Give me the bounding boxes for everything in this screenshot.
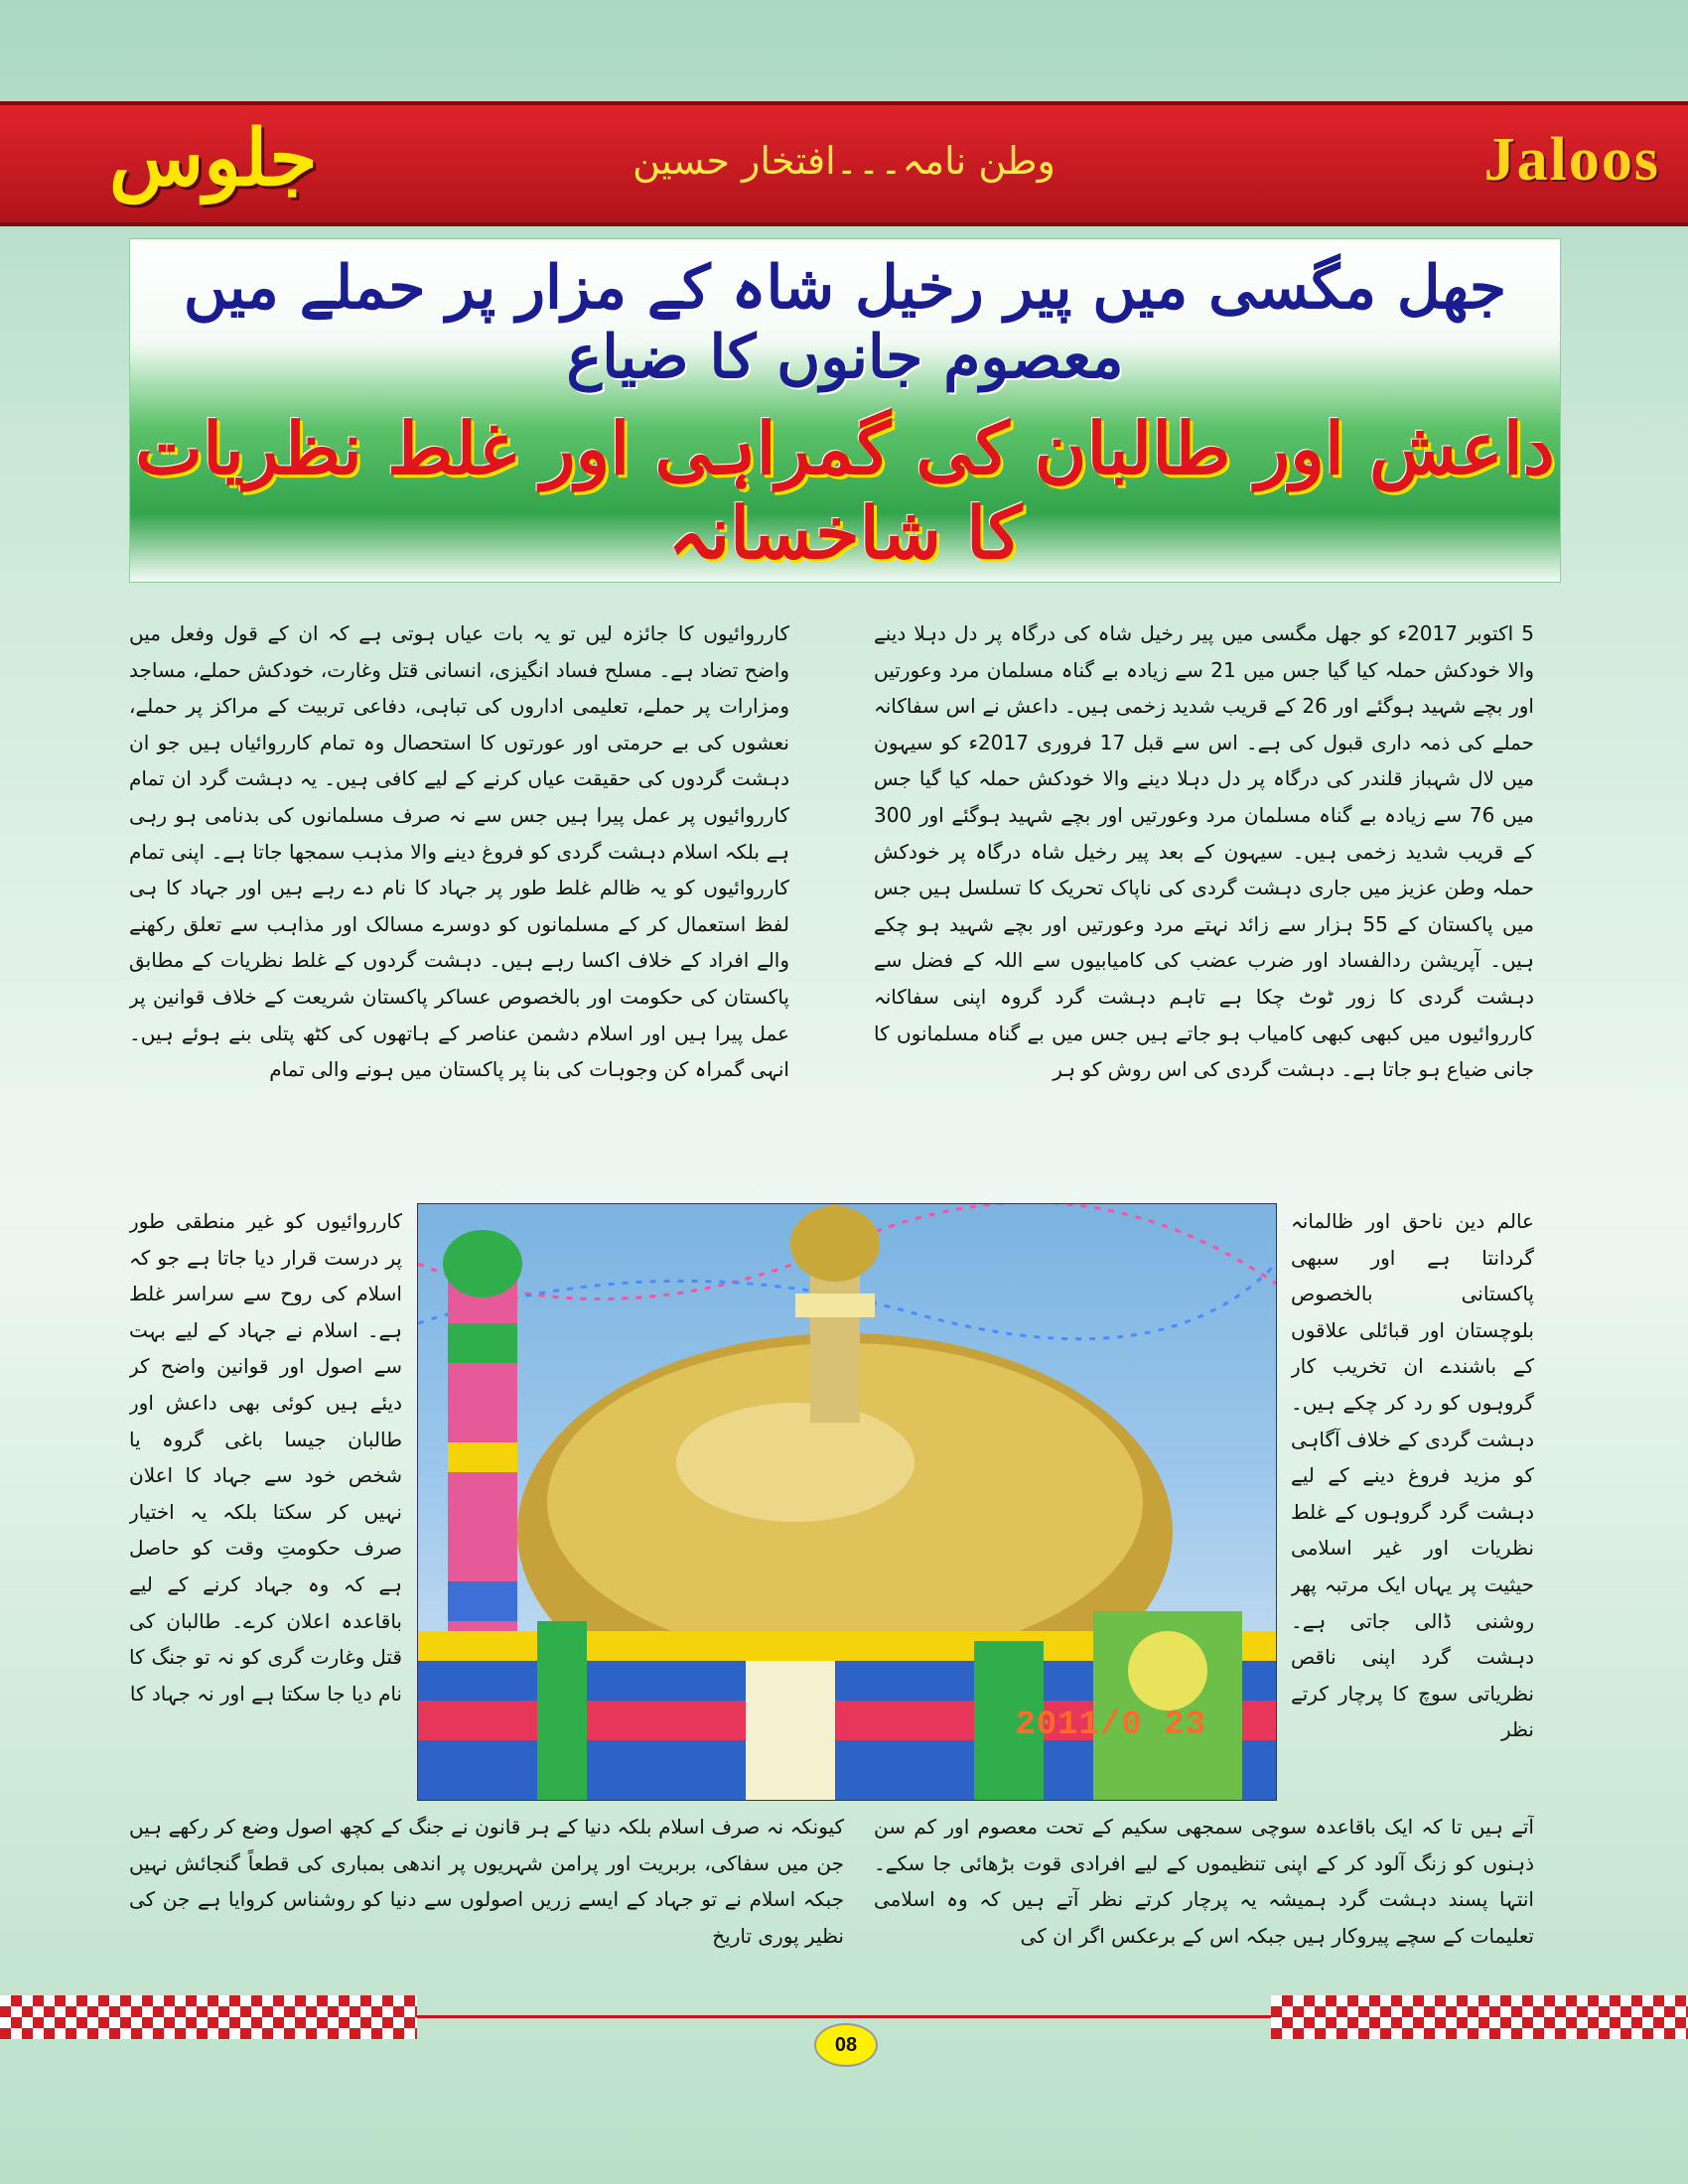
article-paragraph: 5 اکتوبر 2017ء کو جھل مگسی میں پیر رخیل شاہ کی درگاہ پر دل دہلا دینے والا خودکش حملہ کیا گیا جس میں 21 سے زیادہ بے گناہ مسلمان مرد وعورتیں اور بچے شہید ہوگئے اور 26 کے قریب شدید زخمی ہیں۔ داعش نے اس سفاکانہ حملے کی ذمہ داری قبول کی ہے۔ اس سے قبل 17 فروری 2017ء کو سیہون میں لال شہباز قلندر کی درگاہ پر دل دہلا دینے والا خودکش حملہ کیا گیا جس میں 76 سے زیادہ بے گناہ مسلمان مرد وعورتیں اور بچے شہید ہوگئے اور 300 کے قریب شدید زخمی ہیں۔ سیہون کے بعد پیر رخیل شاہ درگاہ پر خودکش حملہ وطن عزیز میں جاری دہشت گردی کی ناپاک تحریک کا تسلسل ہیں جس میں پاکستان کے 55 ہزار سے زائد نہتے مرد وعورتیں اور بچے شہید ہو چکے ہیں۔ آپریشن ردالفساد اور ضرب عضب کی کامیابیوں سے اللہ کے فضل سے دہشت گردی کا زور ٹوٹ چکا ہے تاہم دہشت گرد گروہ اپنی سفاکانہ کارروائیوں میں کبھی کبھی کامیاب ہو جاتے ہیں جس میں بے گناہ مسلمانوں کا جانی ضیاع ہو جاتا ہے۔ دہشت گردی کی اس روش کو ہر [874, 621, 1534, 1082]
article-column-left-narrow [129, 1203, 402, 1804]
brand-logo-english: Jaloos [1483, 126, 1660, 194]
brand-logo-urdu: جلوس [109, 113, 318, 204]
article-paragraph: آتے ہیں تا کہ ایک باقاعدہ سوچی سمجھی سکیم کے تحت معصوم اور کم سن ذہنوں کو زنگ آلود کر کے اپنی تنظیموں کے لیے افرادی قوت بڑھائی جا سکے۔ انتہا پسند دہشت گرد ہمیشہ یہ پرچار کرتے نظر آتے ہیں کہ وہ اسلامی تعلیمات کے سچے پیروکار ہیں جبکہ اس کے برعکس اگر ان کی [874, 1815, 1534, 1948]
column-name: وطن نامہ۔۔۔افتخار حسین [633, 139, 1055, 183]
article-column-left-top [129, 615, 789, 1196]
article-paragraph: کیونکہ نہ صرف اسلام بلکہ دنیا کے ہر قانون نے جنگ کے کچھ اصول وضع کر رکھے ہیں جن میں سفاکی، بربریت اور پرامن شہریوں پر اندھی بمباری کی قطعاً گنجائش نہیں جبکہ اسلام نے تو جہاد کے ایسے زریں اصولوں سے دنیا کو روشناس کروایا ہے جن کی نظیر پوری تاریخ [129, 1815, 844, 1948]
footer-divider [417, 2015, 1271, 2018]
masthead-band [0, 101, 1688, 226]
shrine-photo [417, 1203, 1277, 1801]
article-paragraph: کارروائیوں کا جائزہ لیں تو یہ بات عیاں ہوتی ہے کہ ان کے قول وفعل میں واضح تضاد ہے۔ مسلح فساد انگیزی، انسانی قتل وغارت، خودکش حملے، مساجد ومزارات پر حملے، تعلیمی اداروں کی تباہی، دفاعی تربیت کے مراکز پر حملے، نعشوں کی بے حرمتی اور عورتوں کا استحصال وہ تمام کارروائیاں ہیں جو ان دہشت گردوں کی حقیقت عیاں کرنے کے لیے کافی ہیں۔ یہ دہشت گرد ان تمام کارروائیوں پر عمل پیرا ہیں جس سے نہ صرف مسلمانوں کی بدنامی ہو رہی ہے بلکہ اسلام دہشت گردی کو فروغ دینے والا مذہب سمجھا جاتا ہے۔ اپنی تمام کارروائیوں کو یہ ظالم غلط طور پر جہاد کا نام دے رہے ہیں اور جہاد کا ہی لفظ استعمال کر کے مسلمانوں کو دوسرے مسالک اور مذاہب سے تعلق رکھنے والے افراد کے خلاف اکسا رہے ہیں۔ دہشت گردوں کے غلط نظریات کے مطابق پاکستان کی حکومت اور بالخصوص عساکر پاکستان شریعت کے خلاف قوانین پر عمل پیرا ہیں اور اسلام دشمن عناصر کے ہاتھوں کی کٹھ پتلی بنے ہوئے ہیں۔ انہی گمراہ کن وجوہات کی بنا پر پاکستان میں ہونے والی تمام [129, 621, 789, 1082]
photo-date-stamp: 2011/0 23 [1015, 1706, 1206, 1744]
article-paragraph: عالم دین ناحق اور ظالمانہ گردانتا ہے اور سبھی پاکستانی بالخصوص بلوچستان اور قبائلی علاقوں کے باشندے ان تخریب کار گروہوں کو رد کر چکے ہیں۔ دہشت گردی کے خلاف آگاہی کو مزید فروغ دینے کے لیے دہشت گرد گروہوں کے غلط نظریات اور غیر اسلامی حیثیت پر یہاں ایک مرتبہ پھر روشنی ڈالی جاتی ہے۔ دہشت گرد اپنی ناقص نظریاتی سوچ کا پرچار کرتے نظر [1291, 1209, 1534, 1742]
headline-box [129, 238, 1561, 583]
footer-checker-right [1271, 1995, 1688, 2039]
headline-secondary: داعش اور طالبان کی گمراہی اور غلط نظریات کا شاخسانہ [135, 406, 1555, 575]
article-column-left-bottom [129, 1809, 844, 1958]
article-paragraph: کارروائیوں کو غیر منطقی طور پر درست قرار دیا جاتا ہے جو کہ اسلام کی روح سے سراسر غلط ہے۔ اسلام نے جہاد کے لیے بہت سے اصول اور قوانین واضح کر دیئے ہیں کوئی بھی داعش اور طالبان جیسا باغی گروہ یا شخص خود سے جہاد کا اعلان نہیں کر سکتا بلکہ یہ اختیار صرف حکومتِ وقت کو حاصل ہے کہ وہ جہاد کرنے کے لیے باقاعدہ اعلان کرے۔ طالبان کی قتل وغارت گری کو نہ تو جنگ کا نام دیا جا سکتا ہے اور نہ جہاد کا [129, 1209, 402, 1706]
footer-checker-left [0, 1995, 417, 2039]
page-number: 08 [814, 2023, 878, 2067]
headline-primary: جھل مگسی میں پیر رخیل شاہ کے مزار پر حملے میں معصوم جانوں کا ضیاع [183, 253, 1507, 392]
article-column-right-bottom [874, 1809, 1534, 1958]
article-column-right-top [874, 615, 1534, 1196]
article-column-right-narrow [1291, 1203, 1534, 1804]
